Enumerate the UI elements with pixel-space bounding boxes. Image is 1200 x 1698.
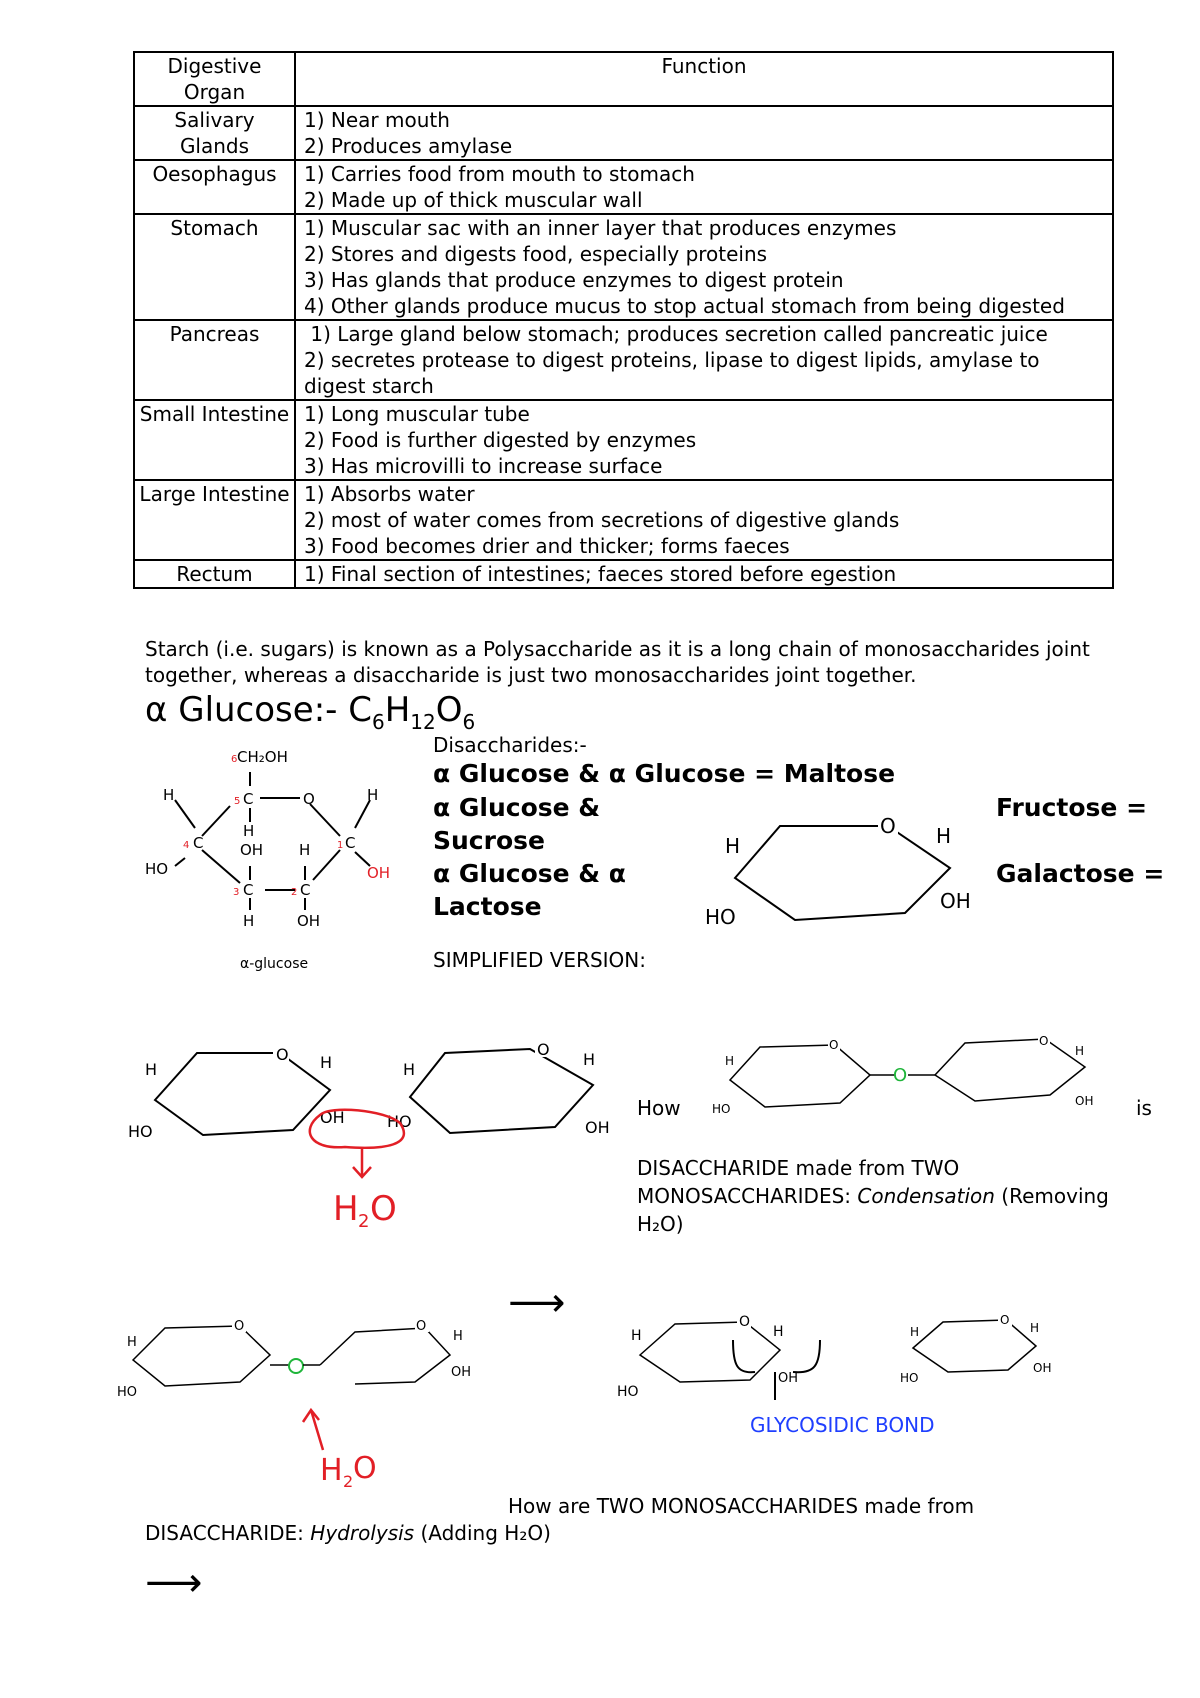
condensation-line-2	[637, 1183, 1109, 1209]
hydrolysis-italic: Hydrolysis	[310, 1521, 415, 1545]
alpha-glucose-structure	[145, 748, 415, 973]
ring-oxygen: O	[1000, 1313, 1010, 1327]
ring-h: H	[631, 1328, 642, 1344]
lactose-line-a: α Glucose & α	[433, 859, 626, 888]
table-row	[134, 160, 1113, 214]
function-cell	[295, 214, 1113, 320]
carbon-number: 5	[234, 796, 241, 807]
function-line: 2) Stores and digests food, especially proteins	[304, 242, 768, 266]
header-function: Function	[295, 52, 1113, 106]
function-cell	[295, 560, 1113, 588]
atom-c: C	[345, 834, 356, 852]
water-2: 2	[358, 1211, 370, 1232]
disaccharides-title: Disaccharides:-	[433, 733, 587, 757]
maltose-line: α Glucose & α Glucose = Maltose	[433, 759, 896, 788]
ring-ho: HO	[387, 1112, 412, 1131]
ring-h: H	[773, 1324, 784, 1340]
organ-cell: Salivary Glands	[134, 106, 295, 160]
atom-h: H	[367, 786, 379, 804]
alpha-glucose-caption: α-glucose	[240, 956, 309, 972]
glycosidic-bond-label: GLYCOSIDIC BOND	[750, 1413, 935, 1437]
atom-h: H	[243, 822, 255, 840]
hydrolysis-suffix: (Adding H₂O)	[414, 1521, 551, 1545]
ring-oxygen: O	[1039, 1034, 1049, 1048]
ring-oxygen: O	[303, 790, 315, 808]
lactose-line-b: Lactose	[433, 892, 542, 921]
water-h: H	[333, 1189, 359, 1229]
function-cell	[295, 400, 1113, 480]
ring-ho: HO	[712, 1102, 731, 1116]
table-row	[134, 400, 1113, 480]
carbon-number: 3	[233, 887, 240, 898]
ring-ho: HO	[900, 1371, 919, 1385]
table-row	[134, 320, 1113, 400]
atom-oh: OH	[240, 841, 264, 859]
ring-h: H	[320, 1053, 333, 1072]
ring-h: H	[453, 1329, 463, 1344]
sucrose-line-b: Sucrose	[433, 826, 545, 855]
function-line: 1) Large gland below stomach; produces secretion called pancreatic juice	[304, 322, 1048, 346]
ring-h: H	[936, 824, 952, 848]
right-arrow: ⟶	[508, 1280, 566, 1326]
formula-subscript: 6	[371, 709, 385, 734]
hydrolysis-prefix: DISACCHARIDE:	[145, 1521, 311, 1545]
right-arrow: ⟶	[145, 1560, 203, 1606]
function-line: 2) Produces amylase	[304, 134, 513, 158]
ring-h: H	[725, 1054, 735, 1068]
carbon-number: 4	[183, 840, 190, 851]
function-cell	[295, 106, 1113, 160]
ring-oh: OH	[451, 1365, 472, 1380]
atom-c: C	[193, 834, 204, 852]
ring-h: H	[1075, 1044, 1085, 1058]
ring-oh: OH	[585, 1118, 610, 1137]
organ-cell: Pancreas	[134, 320, 295, 400]
how-word: How	[637, 1096, 681, 1120]
ring-oh: OH	[1033, 1361, 1052, 1375]
ring-oh: OH	[1075, 1094, 1094, 1108]
function-line: 1) Carries food from mouth to stomach	[304, 162, 695, 186]
ring-oxygen: O	[739, 1314, 751, 1330]
atom-h: H	[299, 841, 311, 859]
function-cell	[295, 320, 1113, 400]
simplified-version-label: SIMPLIFIED VERSION:	[433, 948, 646, 972]
table-row	[134, 214, 1113, 320]
atom-oh: OH	[297, 912, 321, 930]
atom-h: H	[243, 912, 255, 930]
ring-ho: HO	[705, 905, 736, 929]
water-2: 2	[343, 1472, 354, 1491]
table-row	[134, 106, 1113, 160]
atom-c: C	[243, 881, 254, 899]
condensation-italic: Condensation	[857, 1184, 995, 1208]
ring-ho: HO	[117, 1385, 138, 1400]
hydrolysis-line-1: How are TWO MONOSACCHARIDES made from	[508, 1494, 975, 1518]
table-row	[134, 480, 1113, 560]
water-o: O	[370, 1189, 397, 1229]
condensation-line-3: H₂O)	[637, 1212, 684, 1236]
ring-oxygen: O	[880, 814, 896, 838]
function-line: 1) Absorbs water	[304, 482, 475, 506]
hydrolysis-line-2	[145, 1520, 551, 1546]
function-line: 3) Has glands that produce enzymes to digest protein	[304, 268, 844, 292]
ring-oh: OH	[320, 1108, 345, 1127]
sucrose-line-a: α Glucose &	[433, 793, 601, 822]
function-line: 3) Has microvilli to increase surface	[304, 454, 663, 478]
water-h: H	[320, 1453, 343, 1488]
function-line: 2) most of water comes from secretions of digestive glands	[304, 508, 900, 532]
function-line: 3) Food becomes drier and thicker; forms faeces	[304, 534, 790, 558]
digestive-organs-table	[133, 51, 1114, 589]
function-line: 2) Made up of thick muscular wall	[304, 188, 643, 212]
table-row	[134, 560, 1113, 588]
condensation-line-1: DISACCHARIDE made from TWO	[637, 1156, 960, 1180]
ring-h: H	[127, 1335, 137, 1350]
function-line: 1) Long muscular tube	[304, 402, 530, 426]
ring-h: H	[583, 1050, 596, 1069]
ring-oxygen: O	[829, 1038, 839, 1052]
organ-cell: Small Intestine	[134, 400, 295, 480]
ring-ho: HO	[617, 1384, 639, 1400]
atom-c: C	[300, 881, 311, 899]
function-line: 1) Final section of intestines; faeces stored before egestion	[304, 562, 897, 586]
function-line: 1) Muscular sac with an inner layer that produces enzymes	[304, 216, 897, 240]
glucose-formula-prefix: α Glucose:- C	[145, 690, 372, 730]
galactose-line: Galactose =	[996, 859, 1165, 888]
function-line: 2) Food is further digested by enzymes	[304, 428, 697, 452]
formula-subscript: 6	[462, 709, 476, 734]
carbon-number: 6	[231, 754, 238, 765]
condensation-prefix: MONOSACCHARIDES:	[637, 1184, 858, 1208]
table-header-row	[134, 52, 1113, 106]
function-cell	[295, 480, 1113, 560]
ring-oh: OH	[778, 1371, 799, 1386]
atom-c: C	[243, 790, 254, 808]
formula-subscript: 12	[410, 709, 436, 734]
is-word: is	[1136, 1096, 1152, 1120]
atom-oh-anomeric: OH	[367, 864, 391, 882]
hydrolysed-ring-right	[898, 1310, 1058, 1390]
ring-h: H	[1030, 1321, 1040, 1335]
function-line: 1) Near mouth	[304, 108, 450, 132]
water-o: O	[353, 1451, 377, 1486]
organ-cell: Rectum	[134, 560, 295, 588]
ring-oxygen: O	[276, 1045, 289, 1064]
hydrolysis-diagram	[115, 1310, 485, 1510]
carbon-number: 2	[291, 887, 298, 898]
glucose-formula-heading	[145, 690, 475, 734]
simplified-glucose-ring	[700, 808, 970, 928]
hydrolysed-ring-left	[615, 1310, 835, 1410]
condensation-diagram	[125, 1035, 610, 1235]
ring-h: H	[145, 1060, 158, 1079]
header-organ: Digestive Organ	[134, 52, 295, 106]
function-line: 2) secretes protease to digest proteins, lipase to digest lipids, amylase to digest starch	[304, 348, 1040, 398]
starch-paragraph: Starch (i.e. sugars) is known as a Polysaccharide as it is a long chain of monosaccharides joint together, whereas a disaccharide is just two monosaccharides joint together.	[145, 637, 1090, 687]
fructose-line: Fructose =	[996, 793, 1148, 822]
organ-cell: Stomach	[134, 214, 295, 320]
glycosidic-oxygen: O	[893, 1065, 908, 1086]
carbon-number: 1	[337, 840, 344, 851]
formula-h: H	[384, 690, 411, 730]
formula-o: O	[435, 690, 463, 730]
organ-cell: Large Intestine	[134, 480, 295, 560]
ch2oh-label: CH₂OH	[237, 748, 288, 766]
maltose-linked-diagram	[710, 1035, 1110, 1125]
ring-h: H	[403, 1060, 416, 1079]
ring-h: H	[725, 834, 741, 858]
organ-cell: Oesophagus	[134, 160, 295, 214]
ring-oh: OH	[940, 889, 971, 913]
condensation-suffix: (Removing	[994, 1184, 1109, 1208]
atom-ho: HO	[145, 860, 169, 878]
function-line: 4) Other glands produce mucus to stop actual stomach from being digested	[304, 294, 1065, 318]
ring-oxygen: O	[234, 1319, 245, 1334]
ring-oxygen: O	[416, 1319, 427, 1334]
atom-h: H	[163, 786, 175, 804]
function-cell	[295, 160, 1113, 214]
ring-h: H	[910, 1325, 920, 1339]
ring-ho: HO	[128, 1122, 153, 1141]
ring-oxygen: O	[537, 1040, 550, 1059]
